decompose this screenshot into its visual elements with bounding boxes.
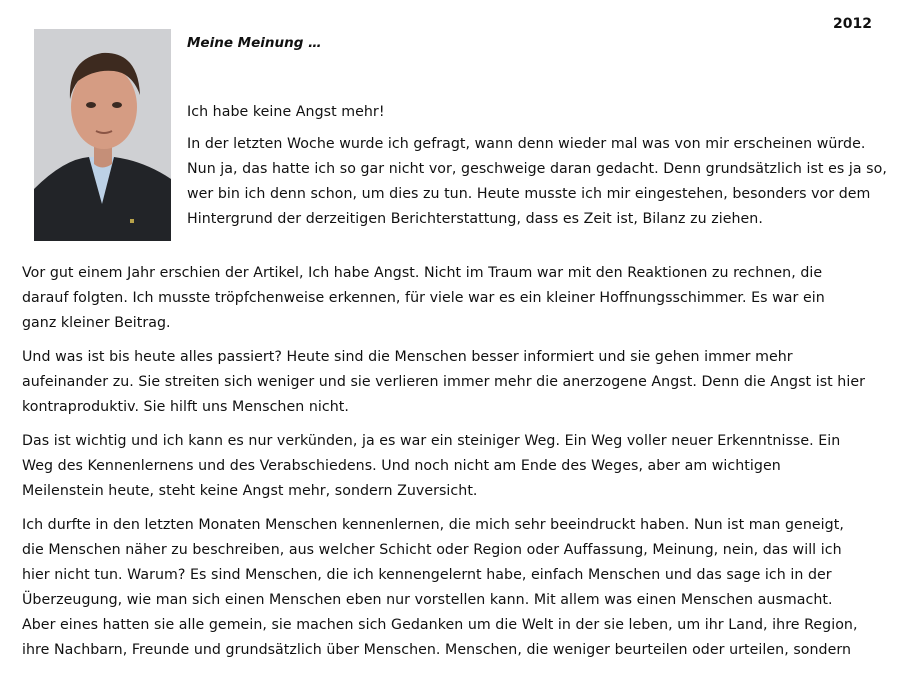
text-line: ihre Nachbarn, Freunde und grundsätzlich über Menschen. Menschen, die weniger beurteilen oder urteilen, sondern — [22, 642, 852, 658]
text-line: aufeinander zu. Sie streiten sich weniger und sie verlieren immer mehr die anerzogene Angst. Denn die Angst ist hier — [22, 374, 865, 390]
column-title: Meine Meinung … — [187, 35, 322, 51]
text-line: In der letzten Woche wurde ich gefragt, wann denn wieder mal was von mir erscheinen würde. — [187, 136, 866, 152]
article-headline: Ich habe keine Angst mehr! — [187, 104, 385, 120]
text-line: Das ist wichtig und ich kann es nur verkünden, ja es war ein steiniger Weg. Ein Weg voller neuer Erkenntnisse. Ein — [22, 433, 841, 449]
text-line: Meilenstein heute, steht keine Angst mehr, sondern Zuversicht. — [22, 483, 478, 499]
body-section — [22, 261, 898, 672]
body-paragraph — [22, 345, 898, 420]
body-paragraph — [22, 513, 898, 663]
intro-section — [187, 100, 899, 239]
year-label: 2012 — [833, 16, 872, 32]
text-line: Vor gut einem Jahr erschien der Artikel, Ich habe Angst. Nicht im Traum war mit den Reaktionen zu rechnen, die — [22, 265, 823, 281]
body-paragraph — [22, 429, 898, 504]
intro-paragraph — [187, 132, 899, 232]
text-line: Und was ist bis heute alles passiert? Heute sind die Menschen besser informiert und sie gehen immer mehr — [22, 349, 793, 365]
text-line: hier nicht tun. Warum? Es sind Menschen, die ich kennengelernt habe, einfach Menschen und das sage ich in der — [22, 567, 832, 583]
text-line: Hintergrund der derzeitigen Berichterstattung, dass es Zeit ist, Bilanz zu ziehen. — [187, 211, 763, 227]
text-line: Aber eines hatten sie alle gemein, sie machen sich Gedanken um die Welt in der sie leben, um ihr Land, ihre Region, — [22, 617, 858, 633]
text-line: die Menschen näher zu beschreiben, aus welcher Schicht oder Region oder Auffassung, Meinung, nein, das will ich — [22, 542, 842, 558]
text-line: Nun ja, das hatte ich so gar nicht vor, geschweige daran gedacht. Denn grundsätzlich ist es ja so, — [187, 161, 887, 177]
text-line: Weg des Kennenlernens und des Verabschiedens. Und noch nicht am Ende des Weges, aber am wichtigen — [22, 458, 781, 474]
author-photo — [34, 29, 171, 241]
author-portrait-image — [34, 29, 171, 241]
text-line: ganz kleiner Beitrag. — [22, 315, 171, 331]
text-line: kontraproduktiv. Sie hilft uns Menschen nicht. — [22, 399, 349, 415]
text-line: darauf folgten. Ich musste tröpfchenweise erkennen, für viele war es ein kleiner Hoffnungsschimmer. Es war ein — [22, 290, 825, 306]
text-line: Ich durfte in den letzten Monaten Menschen kennenlernen, die mich sehr beeindruckt haben. Nun ist man geneigt, — [22, 517, 844, 533]
text-line: Überzeugung, wie man sich einen Menschen eben nur vorstellen kann. Mit allem was einen Menschen ausmacht. — [22, 592, 833, 608]
body-paragraph — [22, 261, 898, 336]
text-line: wer bin ich denn schon, um dies zu tun. Heute musste ich mir eingestehen, besonders vor dem — [187, 186, 871, 202]
